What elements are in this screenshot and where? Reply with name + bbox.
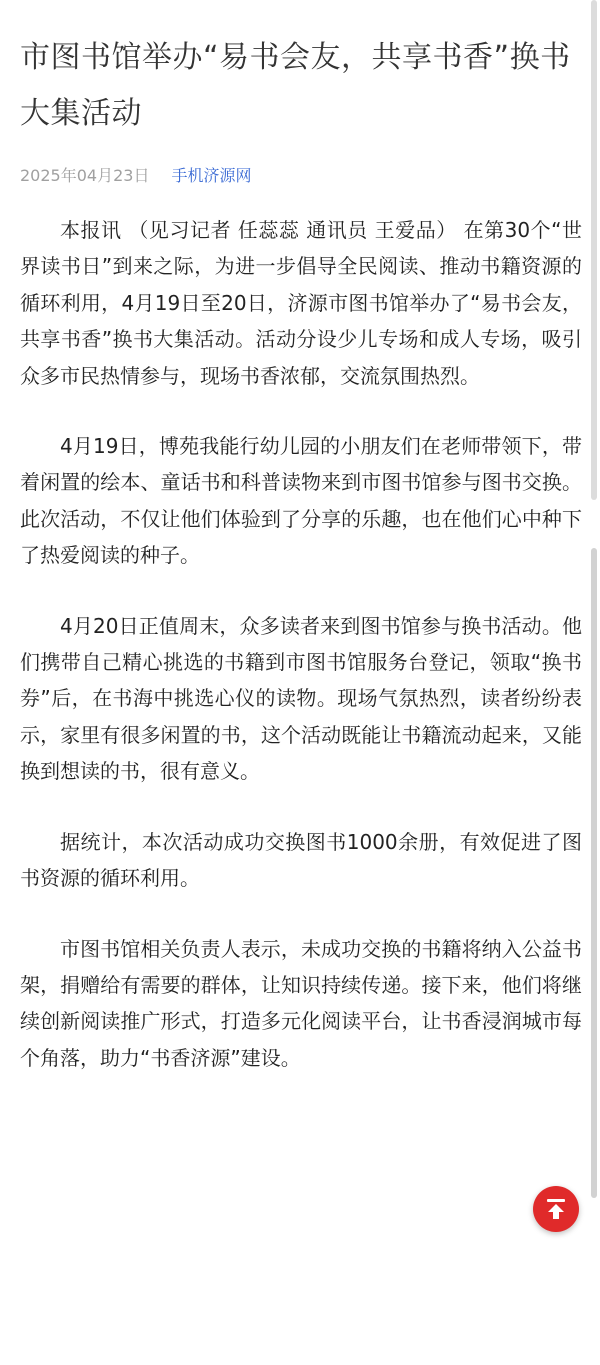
- paragraph: 据统计，本次活动成功交换图书1000余册，有效促进了图书资源的循环利用。: [20, 829, 582, 891]
- article-meta: [20, 161, 251, 187]
- paragraph: 本报讯 （见习记者 任蕊蕊 通讯员 王爱品） 在第30个“世界读书日”到来之际，为进一步倡导全民阅读、推动书籍资源的循环利用，4月19日至20日，济源市图书馆举办了“易书会友，共享书香”换书大集活动。活动分设少儿专场和成人专场，吸引众多市民热情参与，现场书香浓郁，交流氛围热烈。: [20, 218, 582, 388]
- arrow-up-to-top-icon: [543, 1196, 569, 1222]
- scrollbar-thumb-upper[interactable]: [591, 0, 597, 500]
- paragraph: 4月20日正值周末，众多读者来到图书馆参与换书活动。他们携带自己精心挑选的书籍到市图书馆服务台登记，领取“换书券”后，在书海中挑选心仪的读物。现场气氛热烈，读者纷纷表示，家里有很多闲置的书，这个活动既能让书籍流动起来，又能换到想读的书，很有意义。: [20, 613, 582, 784]
- scrollbar-thumb[interactable]: [591, 548, 597, 1198]
- source-link[interactable]: 手机济源网: [171, 165, 252, 185]
- paragraph: 4月19日，博苑我能行幼儿园的小朋友们在老师带领下，带着闲置的绘本、童话书和科普读物来到市图书馆参与图书交换。此次活动，不仅让他们体验到了分享的乐趣，也在他们心中种下了热爱阅读的种子。: [20, 434, 582, 568]
- article-body: [20, 212, 582, 1110]
- publish-date: 2025年04月23日: [20, 165, 150, 185]
- article-title: 市图书馆举办“易书会友，共享书香”换书大集活动: [20, 40, 571, 131]
- paragraph: 市图书馆相关负责人表示，未成功交换的书籍将纳入公益书架，捐赠给有需要的群体，让知识持续传递。接下来，他们将继续创新阅读推广形式，打造多元化阅读平台，让书香浸润城市每个角落，助力“书香济源”建设。: [20, 936, 582, 1070]
- back-to-top-button[interactable]: [533, 1186, 579, 1232]
